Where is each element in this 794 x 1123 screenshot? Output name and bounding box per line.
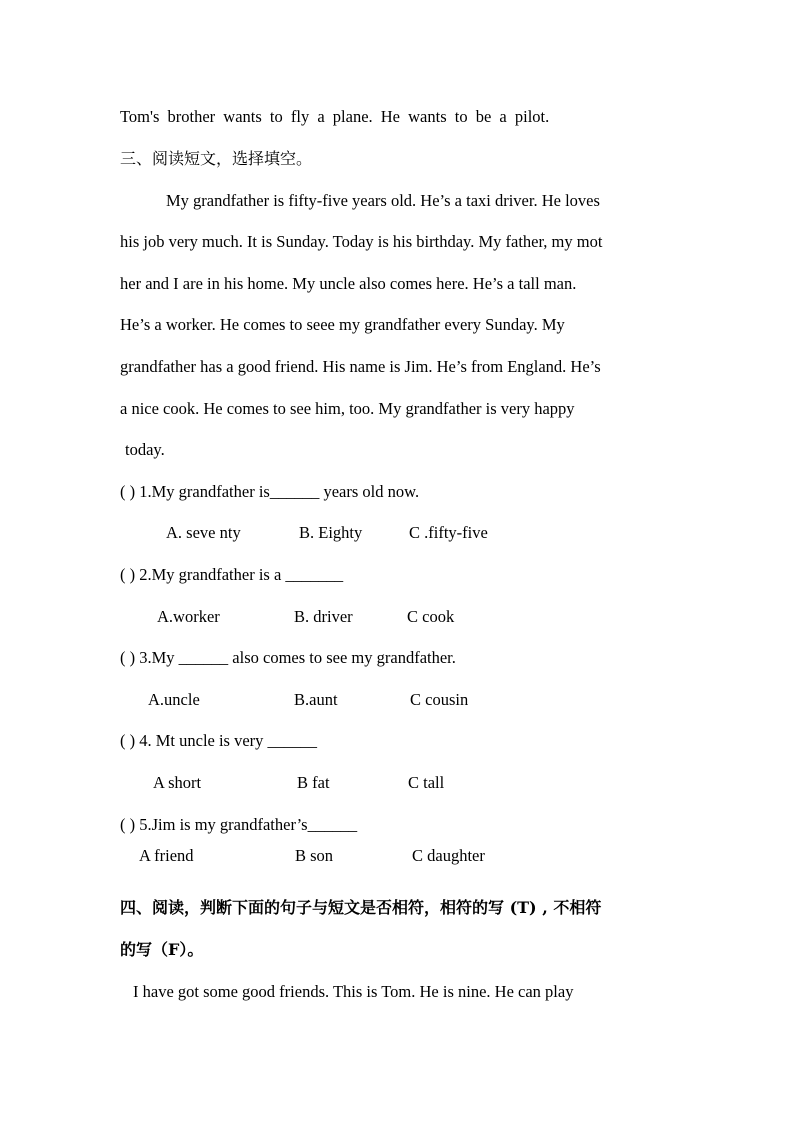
question-5-stem: ( ) 5.Jim is my grandfather’s______ (120, 815, 358, 834)
question-5-option-c: C daughter (412, 846, 485, 865)
question-3-stem: ( ) 3.My ______ also comes to see my grandfather. (120, 648, 456, 667)
question-3-option-c: C cousin (410, 690, 469, 709)
passage-line: today. (125, 440, 165, 459)
question-4-stem: ( ) 4. Mt uncle is very ______ (120, 731, 318, 750)
question-1-option-b: B. Eighty (299, 523, 363, 542)
passage-line: grandfather has a good friend. His name is Jim. He’s from England. He’s (120, 357, 601, 376)
passage-line: her and I are in his home. My uncle also comes here. He’s a tall man. (120, 274, 577, 293)
question-2-option-b: B. driver (294, 607, 353, 626)
passage-line: He’s a worker. He comes to seee my grandfather every Sunday. My (120, 315, 565, 334)
passage-line: his job very much. It is Sunday. Today is his birthday. My father, my mot (120, 232, 603, 251)
question-1-option-a: A. seve nty (166, 523, 241, 542)
section-4-heading-line-2: 的写（F）。 (120, 940, 204, 959)
question-2-stem: ( ) 2.My grandfather is a _______ (120, 565, 344, 584)
question-1-stem: ( ) 1.My grandfather is______ years old now. (120, 482, 420, 501)
question-4-option-a: A short (153, 773, 202, 792)
intro-sentence: Tom's brother wants to fly a plane. He wants to be a pilot. (120, 107, 550, 126)
passage-line: a nice cook. He comes to see him, too. My grandfather is very happy (120, 399, 575, 418)
section-4-passage-line: I have got some good friends. This is Tom. He is nine. He can play (133, 982, 574, 1001)
section-3-heading: 三、阅读短文，选择填空。 (120, 149, 313, 168)
question-3-option-b: B.aunt (294, 690, 338, 709)
question-1-option-c: C .fifty-five (409, 523, 488, 542)
question-3-option-a: A.uncle (148, 690, 200, 709)
question-2-option-c: C cook (407, 607, 455, 626)
question-5-option-b: B son (295, 846, 334, 865)
question-5-option-a: A friend (139, 846, 194, 865)
passage-line: My grandfather is fifty-five years old. He’s a taxi driver. He loves (166, 191, 600, 210)
question-4-option-c: C tall (408, 773, 445, 792)
section-4-heading-line-1: 四、阅读，判断下面的句子与短文是否相符，相符的写 (T) , 不相符 (120, 898, 602, 917)
question-2-option-a: A.worker (157, 607, 220, 626)
question-4-option-b: B fat (297, 773, 330, 792)
